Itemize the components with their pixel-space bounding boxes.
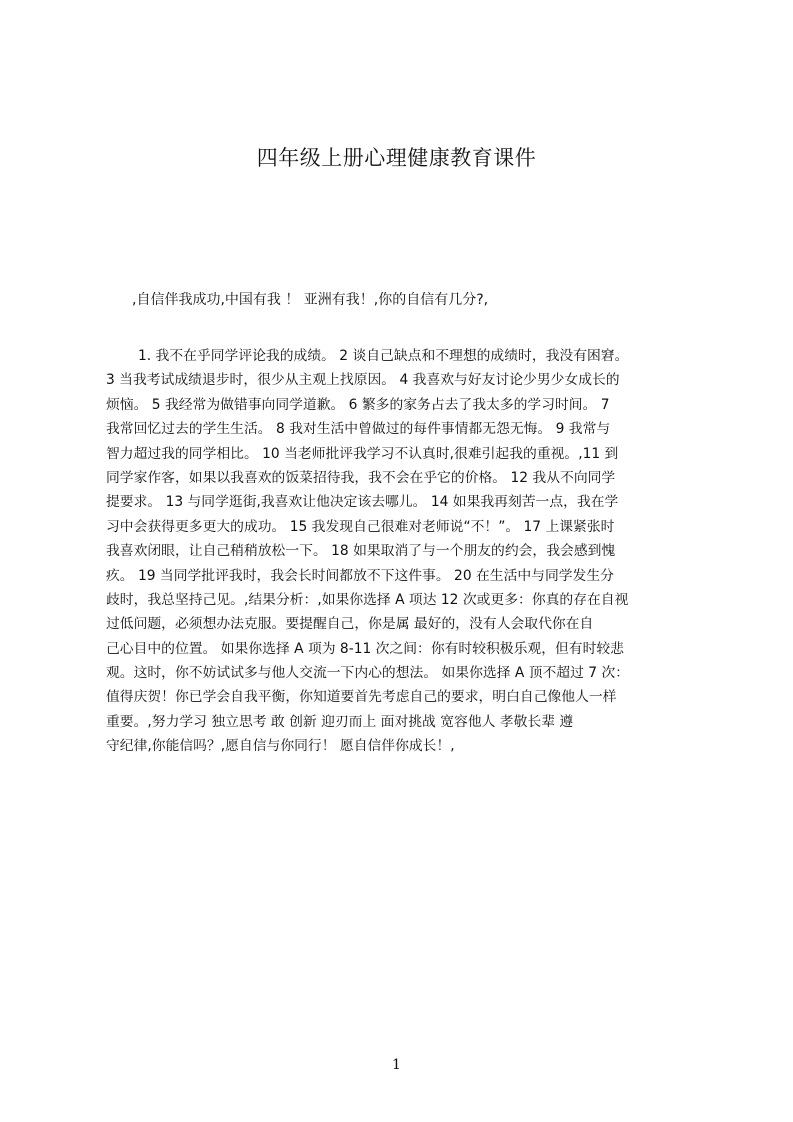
- paragraph-line: 3 当我考试成绩退步时，很少从主观上找原因。 4 我喜欢与好友讨论少男少女成长的: [106, 372, 620, 389]
- paragraph-line: 过低问题，必须想办法克服。要提醒自己，你是属 最好的，没有人会取代你在自: [106, 616, 594, 633]
- intro-line: ,自信伴我成功,中国有我 ！ 亚洲有我！,你的自信有几分?,: [132, 292, 489, 308]
- body-paragraph: [106, 344, 700, 759]
- paragraph-line: 智力超过我的同学相比。 10 当老师批评我学习不认真时,很难引起我的重视。,11 到: [106, 445, 619, 462]
- paragraph-line: 烦恼。 5 我经常为做错事向同学道歉。 6 繁多的家务占去了我太多的学习时间。 7: [106, 396, 610, 413]
- paragraph-line: 同学家作客，如果以我喜欢的饭菜招待我，我不会在乎它的价格。 12 我从不向同学: [106, 469, 616, 486]
- paragraph-line: 1. 我不在乎同学评论我的成绩。 2 谈自己缺点和不理想的成绩时，我没有困窘。: [138, 348, 629, 364]
- paragraph-line: 习中会获得更多更大的成功。 15 我发现自己很难对老师说“不！”。 17 上课紧张时: [106, 518, 615, 535]
- paragraph-line: 歧时，我总坚持己见。,结果分析：,如果你选择 A 项达 12 次或更多：你真的存在自视: [106, 591, 629, 608]
- paragraph-line: 重要。,努力学习 独立思考 敢 创新 迎刃而上 面对挑战 宽容他人 孝敬长辈 遵: [106, 713, 574, 730]
- document-title: 四年级上册心理健康教育课件: [256, 146, 537, 170]
- paragraph-line: 观。这时，你不妨试试多与他人交流一下内心的想法。 如果你选择 A 顶不超过 7 次：: [106, 665, 630, 682]
- page-number: 1: [392, 1057, 401, 1073]
- paragraph-line: 值得庆贺！你已学会自我平衡，你知道要首先考虑自己的要求，明白自己像他人一样: [106, 689, 617, 706]
- paragraph-line: 己心目中的位置。 如果你选择 A 项为 8-11 次之间：你有时较积极乐观，但有时较悲: [106, 640, 624, 657]
- paragraph-line: 提要求。 13 与同学逛街,我喜欢让他决定该去哪儿。 14 如果我再刻苦一点，我在学: [106, 494, 619, 511]
- paragraph-line: 我喜欢闭眼，让自己稍稍放松一下。 18 如果取消了与一个朋友的约会，我会感到愧: [106, 543, 616, 560]
- paragraph-line: 我常回忆过去的学生生活。 8 我对生活中曾做过的每件事情都无怨无悔。 9 我常与: [106, 421, 611, 438]
- paragraph-line: 守纪律,你能信吗？,愿自信与你同行！ 愿自信伴你成长！,: [106, 738, 455, 755]
- paragraph-line: 疚。 19 当同学批评我时，我会长时间都放不下这件事。 20 在生活中与同学发生分: [106, 567, 614, 584]
